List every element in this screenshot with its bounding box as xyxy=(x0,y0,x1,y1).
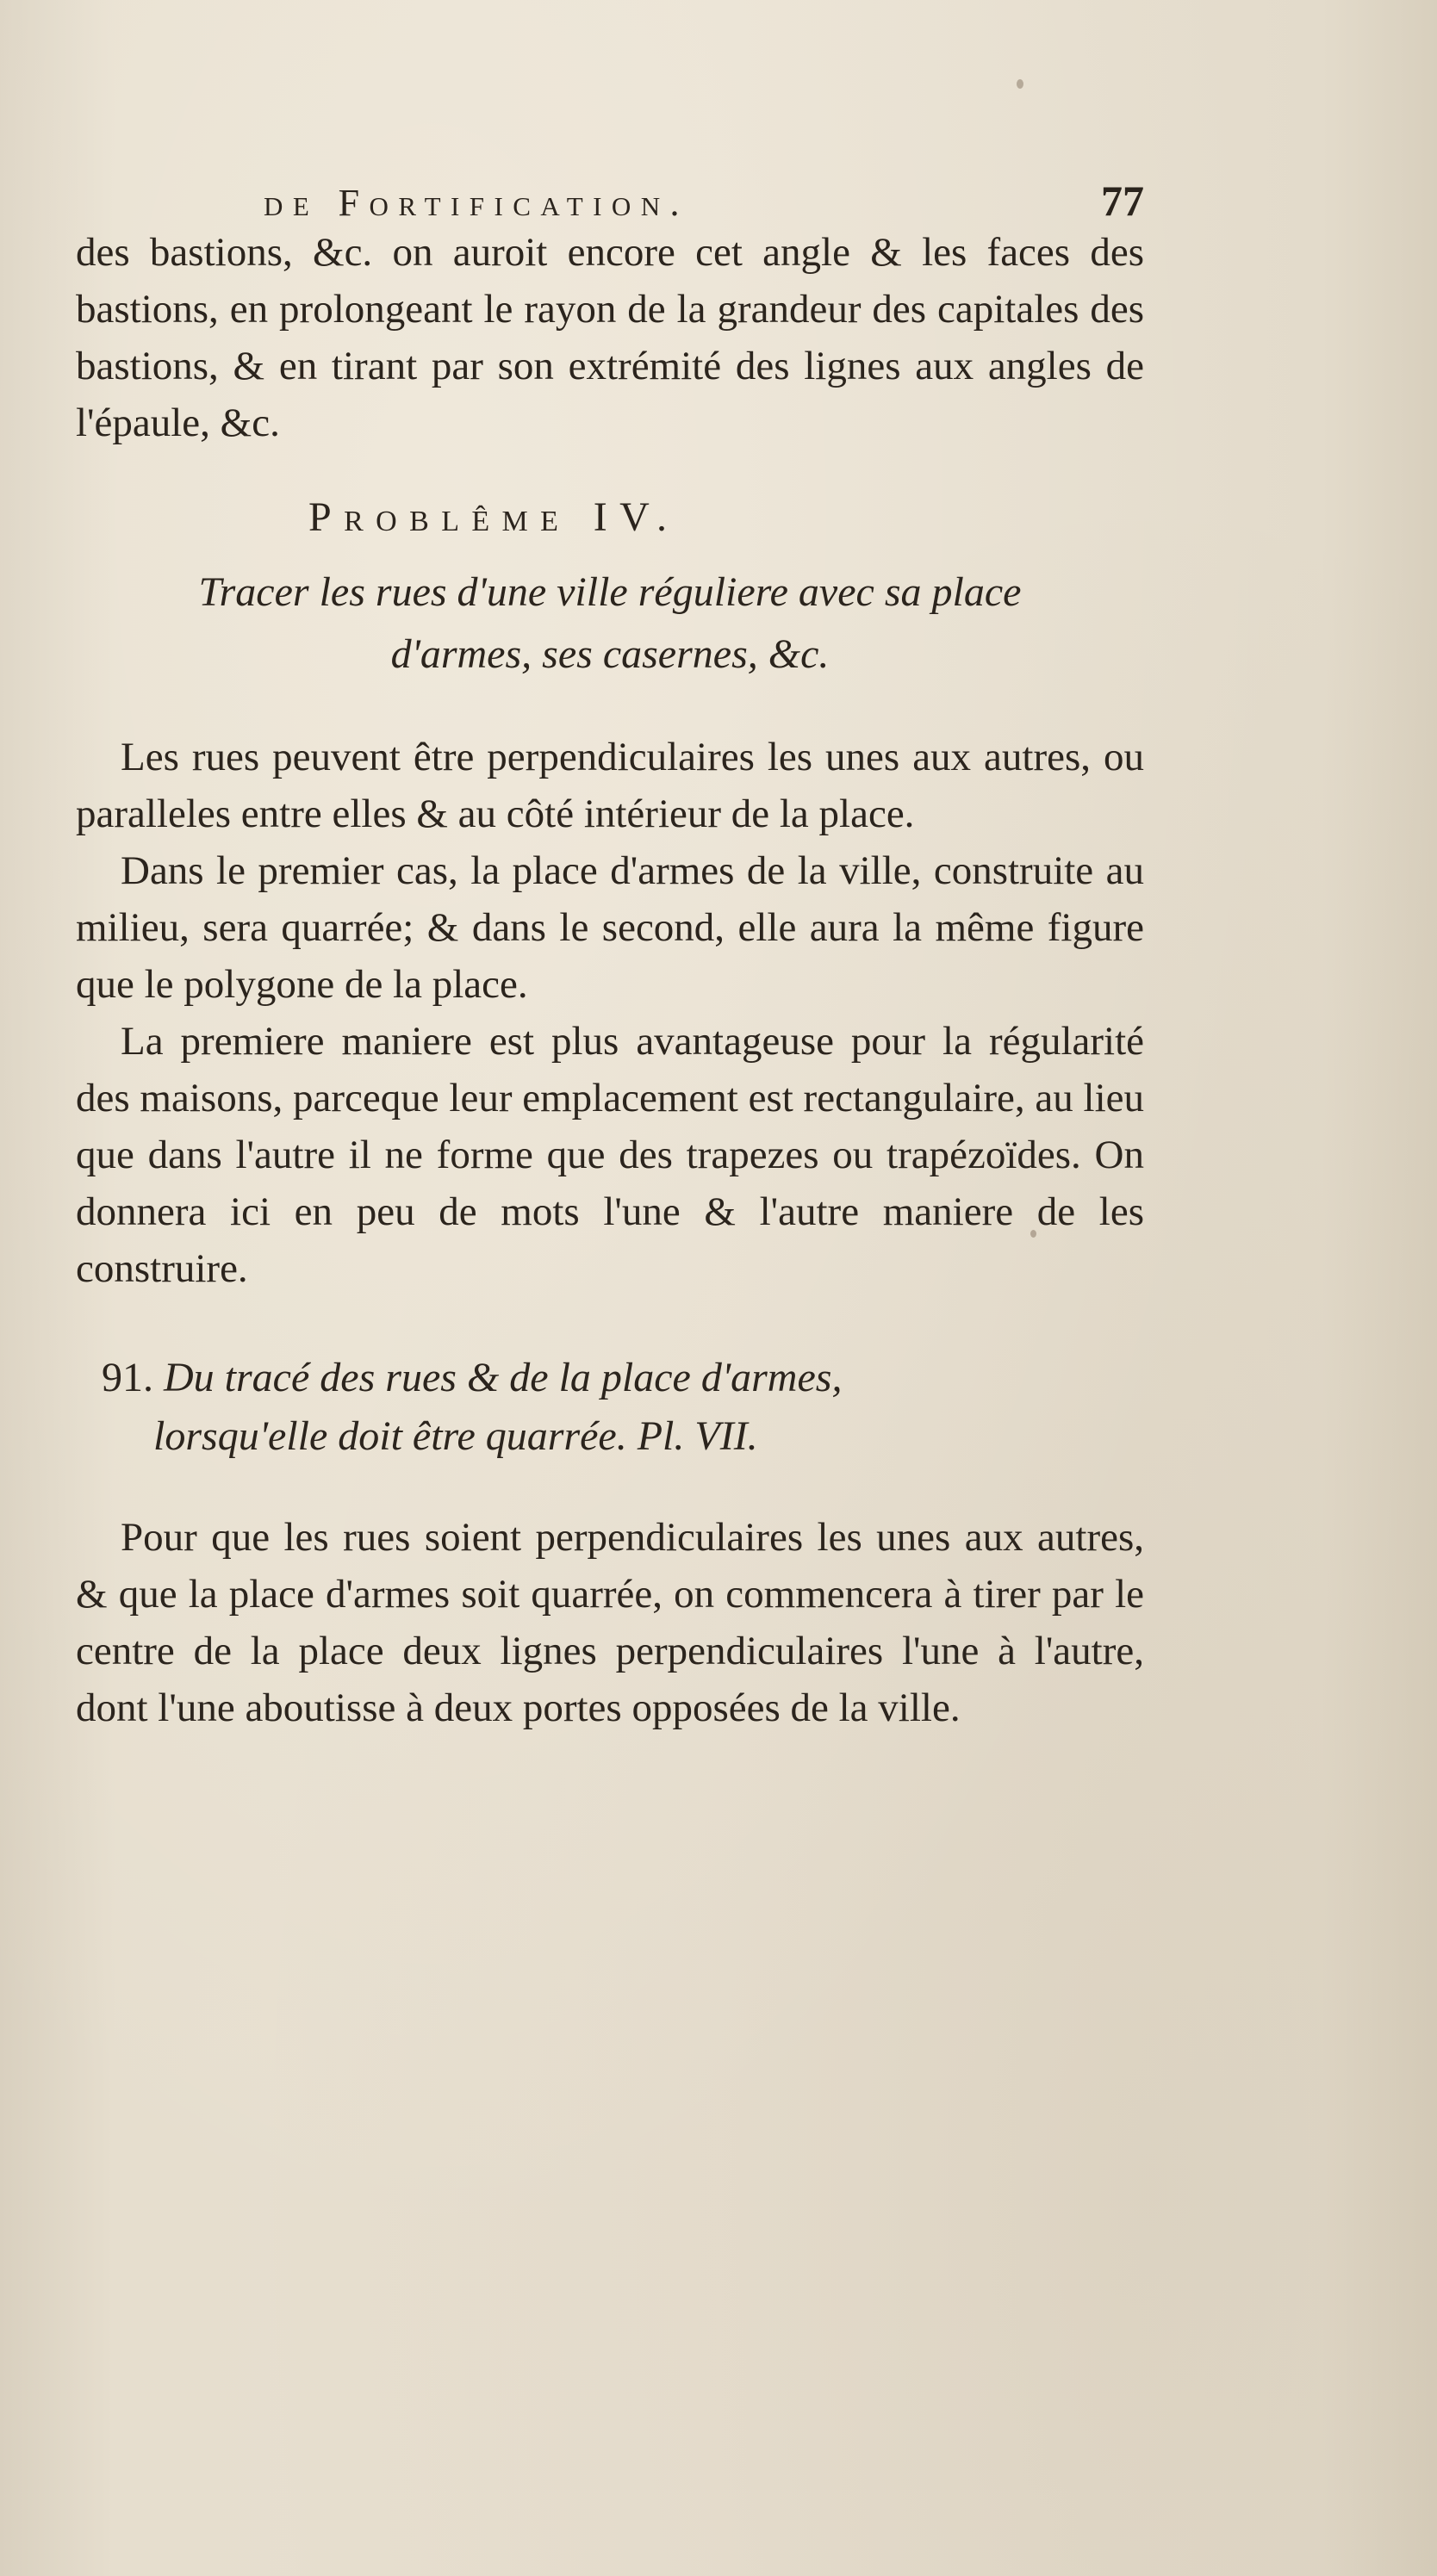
section-title: Du tracé des rues & de la place d'armes, xyxy=(164,1355,843,1400)
paragraph: Pour que les rues soient perpendiculaires les unes aux autres, & que la place d'armes soit quarrée, on commencera à tirer par le centre de la place deux lignes perpendiculaires l'une à l'autre, dont l'une aboutisse à deux portes opposées de la ville. xyxy=(76,1515,1144,1730)
page-number: 77 xyxy=(1101,177,1144,225)
paragraph: Les rues peuvent être perpendiculaires les unes aux autres, ou paralleles entre elles & au côté intérieur de la place. xyxy=(76,735,1144,836)
problem-subtitle-line: Tracer les rues d'une ville réguliere avec sa place xyxy=(198,569,1022,615)
problem-subtitle xyxy=(76,562,1144,686)
section-heading xyxy=(102,1349,1144,1407)
paragraph: La premiere maniere est plus avantageuse pour la régularité des maisons, parceque leur emplacement est rectangulaire, au lieu que dans l'autre il ne forme que des trapezes ou trapézoïdes. On donnera ici en peu de mots l'une & l'autre maniere de les construire. xyxy=(76,1019,1144,1291)
problem-title: Problême IV. xyxy=(308,494,680,540)
section-title-continuation: lorsqu'elle doit être quarrée. Pl. VII. xyxy=(153,1413,758,1459)
text-block xyxy=(76,172,1144,1736)
continuation-paragraph: des bastions, &c. on auroit encore cet angle & les faces des bastions, en prolongeant le rayon de la grandeur des capitales des bastions, & en tirant par son extrémité des lignes aux angles de l'épaule, &c. xyxy=(76,230,1144,445)
running-title: de Fortification. xyxy=(264,182,689,224)
paper-speck xyxy=(1017,79,1023,89)
problem-subtitle-line: d'armes, ses casernes, &c. xyxy=(390,631,830,677)
paragraph: Dans le premier cas, la place d'armes de la ville, construite au milieu, sera quarrée; & dans le second, elle aura la même figure que le polygone de la place. xyxy=(76,848,1144,1007)
section-number: 91. xyxy=(102,1355,153,1400)
running-head xyxy=(264,172,1144,224)
